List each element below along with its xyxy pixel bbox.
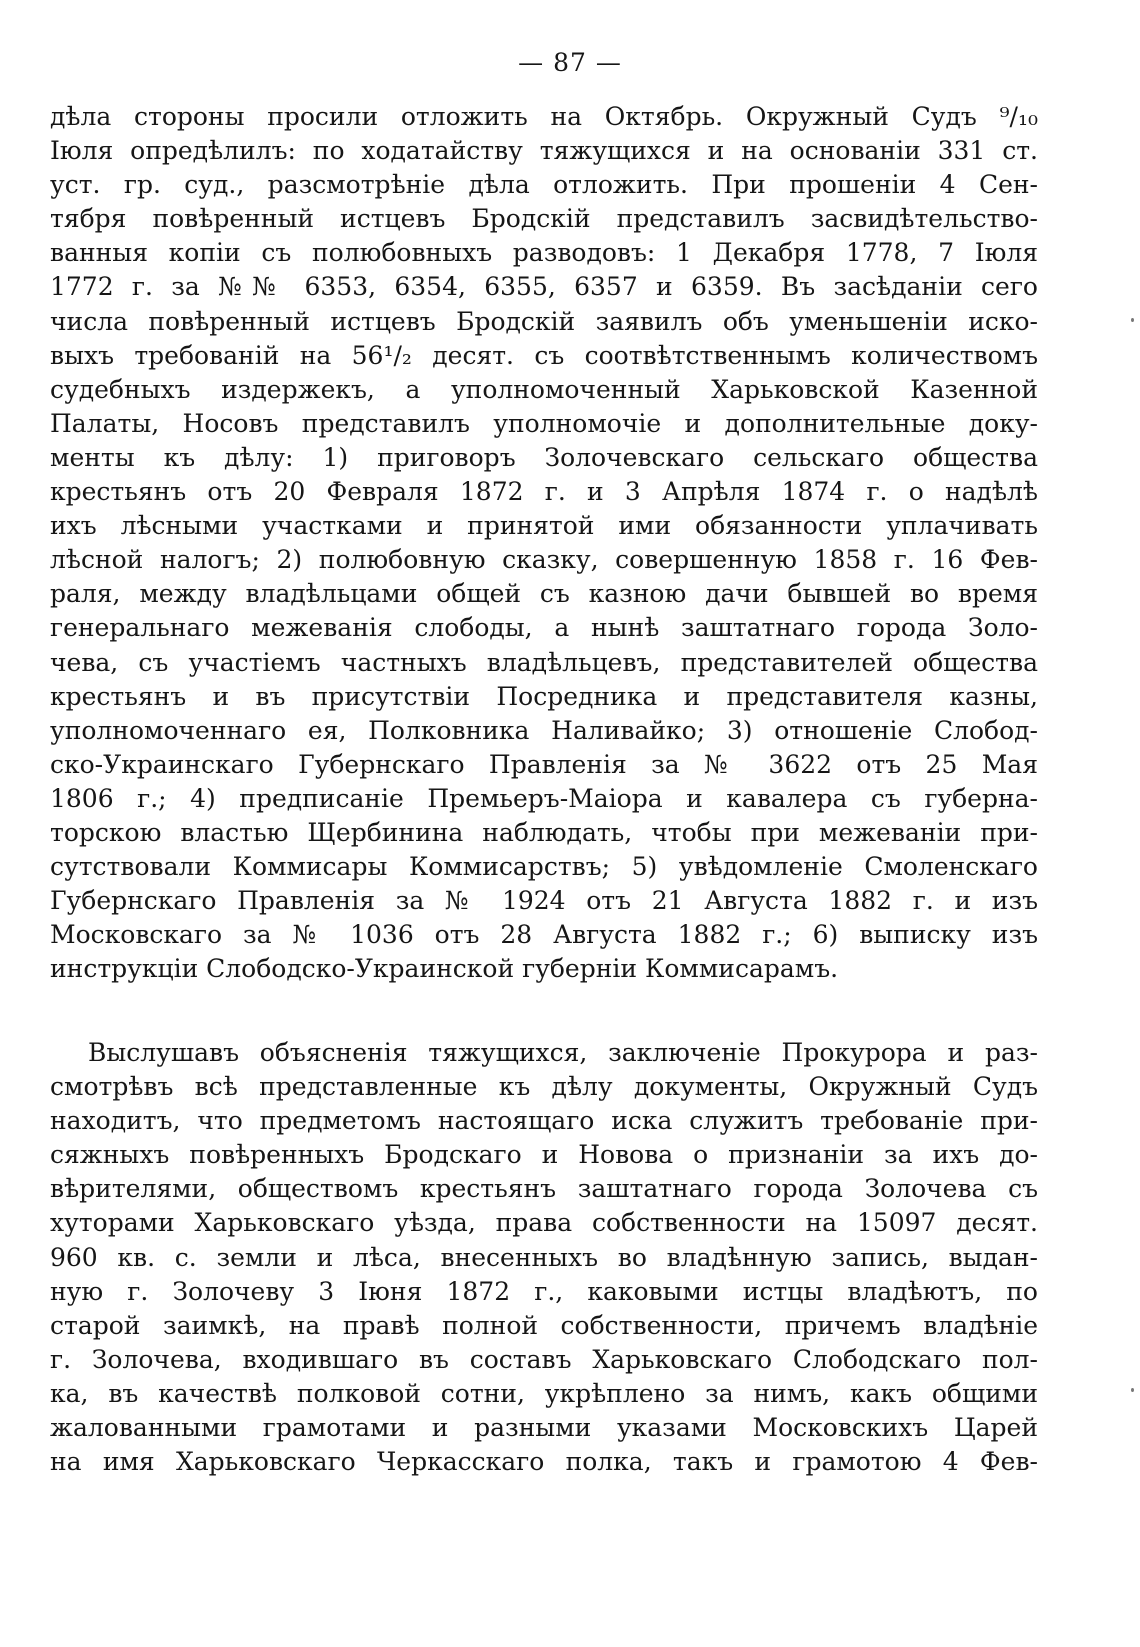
text-line: вѣрителями, обществомъ крестьянъ заштатнаго города Золочева съ (50, 1174, 1038, 1204)
text-line: ванныя копіи съ полюбовныхъ разводовъ: 1 Декабря 1778, 7 Іюля (50, 238, 1038, 268)
text-line: чева, съ участіемъ частныхъ владѣльцевъ, представителей общества (50, 647, 1038, 677)
text-line: дѣла стороны просили отложить на Октябрь. Окружный Судъ ⁹/₁₀ (50, 102, 1038, 131)
scan-speck (1131, 318, 1134, 322)
text-line: уполномоченнаго ея, Полковника Наливайко; 3) отношеніе Слобод- (50, 715, 1038, 745)
text-line: лѣсной налогъ; 2) полюбовную сказку, совершенную 1858 г. 16 Фев- (50, 545, 1038, 575)
text-line: судебныхъ издержекъ, а уполномоченный Харьковской Казенной (50, 374, 1038, 404)
text-line: старой заимкѣ, на правѣ полной собственности, причемъ владѣніе (50, 1310, 1038, 1340)
text-line: Выслушавъ объясненія тяжущихся, заключеніе Прокурора и раз- (88, 1038, 1038, 1067)
text-line: уст. гр. суд., разсмотрѣніе дѣла отложить. При прошеніи 4 Сен- (50, 170, 1038, 200)
text-line: хуторами Харьковскаго уѣзда, права собственности на 15097 десят. (50, 1208, 1038, 1238)
text-line: торскою властью Щербинина наблюдать, чтобы при межеваніи при- (50, 817, 1038, 847)
text-line: г. Золочева, входившаго въ составъ Харьковскаго Слободскаго пол- (50, 1344, 1038, 1374)
text-line: крестьянъ и въ присутствіи Посредника и представителя казны, (50, 681, 1038, 711)
text-line: ка, въ качествѣ полковой сотни, укрѣплено за нимъ, какъ общими (50, 1378, 1038, 1408)
text-line: 1806 г.; 4) предписаніе Премьеръ-Маіора и кавалера съ губерна- (50, 783, 1038, 813)
scan-speck (1131, 1388, 1134, 1392)
text-line: на имя Харьковскаго Черкасскаго полка, такъ и грамотою 4 Фев- (50, 1447, 1038, 1477)
text-line: ную г. Золочеву 3 Іюня 1872 г., каковыми истцы владѣютъ, по (50, 1276, 1038, 1306)
text-line: сяжныхъ повѣренныхъ Бродскаго и Новова о признаніи за ихъ до- (50, 1140, 1038, 1170)
text-line: 1772 г. за №№ 6353, 6354, 6355, 6357 и 6359. Въ засѣданіи сего (50, 272, 1038, 302)
text-line: крестьянъ отъ 20 Февраля 1872 г. и 3 Апрѣля 1874 г. о надѣлѣ (50, 477, 1038, 507)
text-line: Московскаго за № 1036 отъ 28 Августа 1882 г.; 6) выписку изъ (50, 920, 1038, 950)
text-line: числа повѣренный истцевъ Бродскій заявилъ объ уменьшеніи иско- (50, 306, 1038, 336)
text-line: тября повѣренный истцевъ Бродскій представилъ засвидѣтельство- (50, 204, 1038, 234)
text-line: Палаты, Носовъ представилъ уполномочіе и дополнительные доку- (50, 408, 1038, 438)
text-line: смотрѣвъ всѣ представленные къ дѣлу документы, Окружный Судъ (50, 1072, 1038, 1102)
text-line: жалованными грамотами и разными указами Московскихъ Царей (50, 1413, 1038, 1443)
text-line: Губернскаго Правленія за № 1924 отъ 21 Августа 1882 г. и изъ (50, 886, 1038, 916)
text-line: находитъ, что предметомъ настоящаго иска служитъ требованіе при- (50, 1106, 1038, 1136)
page-number: — 87 — (518, 48, 622, 77)
text-line: ско-Украинскаго Губернскаго Правленія за № 3622 отъ 25 Мая (50, 749, 1038, 779)
text-line: менты къ дѣлу: 1) приговоръ Золочевскаго сельскаго общества (50, 442, 1038, 472)
text-line: генеральнаго межеванія слободы, а нынѣ заштатнаго города Золо- (50, 613, 1038, 643)
text-line: раля, между владѣльцами общей съ казною дачи бывшей во время (50, 579, 1038, 609)
text-line: 960 кв. с. земли и лѣса, внесенныхъ во владѣнную запись, выдан- (50, 1242, 1038, 1272)
text-line: инструкціи Слободско-Украинской губерніи Коммисарамъ. (50, 954, 839, 984)
text-line: сутствовали Коммисары Коммисарствъ; 5) увѣдомленіе Смоленскаго (50, 852, 1038, 882)
text-line: Іюля опредѣлилъ: по ходатайству тяжущихся и на основаніи 331 ст. (50, 136, 1038, 166)
text-line: выхъ требованій на 56¹/₂ десят. съ соотвѣтственнымъ количествомъ (50, 340, 1038, 370)
text-line: ихъ лѣсными участками и принятой ими обязанности уплачивать (50, 511, 1038, 541)
paragraph-2 (50, 1036, 1038, 1479)
paragraph-1 (50, 100, 1038, 986)
